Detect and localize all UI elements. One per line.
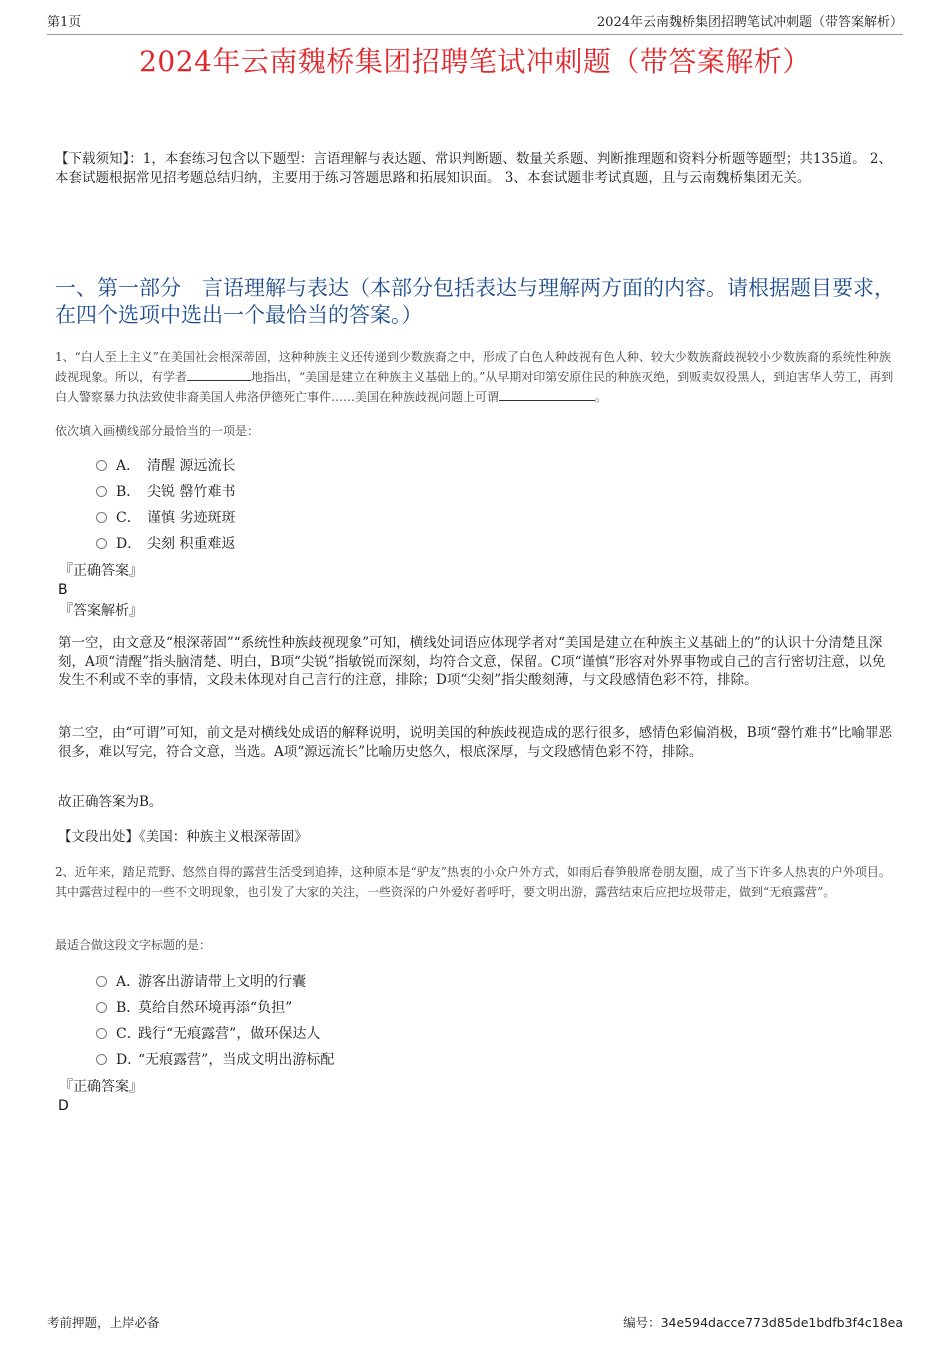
question-2-option-c[interactable]: [96, 1021, 334, 1047]
option-text: 尖锐 罄竹难书: [147, 484, 236, 500]
analysis-paragraph-1: 第一空，由文意及“根深蒂固”“系统性种族歧视现象”可知，横线处词语应体现学者对“美国是建立在种族主义基础上的”的认识十分清楚且深刻，A项“清醒”指头脑清楚、明白，B项“尖锐”指敏锐而深刻，均符合文意，保留。C项“谨慎”形容对外界事物或自己的言行密切注意，以免发生不利或不幸的事情，文段未体现对自己言行的注意，排除；D项“尖刻”指尖酸刻薄，与文段感情色彩不符，排除。: [58, 635, 886, 688]
radio-button-icon[interactable]: [96, 1054, 107, 1065]
question-1-option-a[interactable]: [96, 453, 235, 479]
page-footer: [47, 1313, 903, 1333]
option-text: “无痕露营”，当成文明出游标配: [138, 1052, 335, 1068]
section-heading: 一、第一部分 言语理解与表达（本部分包括表达与理解两方面的内容。请根据题目要求，在四个选项中选出一个最恰当的答案。）: [55, 276, 895, 327]
question-2-answer-label: 『正确答案』: [59, 1079, 143, 1095]
radio-button-icon[interactable]: [96, 486, 107, 497]
fill-blank-2: [499, 388, 595, 401]
download-notice: 【下载须知】：1，本套练习包含以下题型：言语理解与表达题、常识判断题、数量关系题、判断推理题和资料分析题等题型；共135道。 2、本套试题根据常见招考题总结归纳，主要用于练习答题思路和拓展知识面。 3、本套试题非考试真题，且与云南魏桥集团无关。: [55, 151, 892, 186]
question-1-answer: B: [58, 582, 68, 598]
option-letter: A．: [116, 458, 141, 474]
page-header: [47, 12, 903, 35]
question-2-options: [96, 969, 334, 1073]
option-text: 清醒 源远流长: [147, 458, 236, 474]
analysis-source: 【文段出处】《美国：种族主义根深蒂固》: [58, 829, 308, 845]
document-title: 2024年云南魏桥集团招聘笔试冲刺题（带答案解析）: [139, 45, 811, 78]
question-1-text-part-c: 。: [595, 390, 608, 404]
radio-button-icon[interactable]: [96, 512, 107, 523]
question-1-option-c[interactable]: [96, 505, 235, 531]
option-letter: C．: [116, 510, 141, 526]
radio-button-icon[interactable]: [96, 538, 107, 549]
question-2-option-d[interactable]: [96, 1047, 334, 1073]
option-text: 游客出游请带上文明的行囊: [138, 974, 306, 990]
question-1-text-part-b: 地指出，“美国是建立在种族主义基础上的。”从早期对印第安原住民的种族灭绝，到贩卖奴役黑人，到迫害华人劳工，再到白人警察暴力执法致使非裔美国人弗洛伊德死亡事件……美国在种族歧视问题上可谓: [55, 370, 894, 404]
question-2-option-b[interactable]: [96, 995, 334, 1021]
option-letter: D．: [116, 536, 142, 552]
radio-button-icon[interactable]: [96, 976, 107, 987]
question-1-answer-label: 『正确答案』: [59, 563, 143, 579]
footer-code-label: 编号：: [623, 1315, 661, 1330]
analysis-conclusion: 故正确答案为B。: [58, 794, 163, 810]
question-1-options: [96, 453, 235, 557]
option-letter: D．: [116, 1052, 142, 1068]
question-1-prompt: 依次填入画横线部分最恰当的一项是：: [55, 424, 260, 438]
question-2-answer: D: [58, 1098, 69, 1114]
radio-button-icon[interactable]: [96, 460, 107, 471]
question-2-option-a[interactable]: [96, 969, 334, 995]
option-letter: B．: [116, 1000, 141, 1016]
option-letter: B．: [116, 484, 141, 500]
analysis-paragraph-2: 第二空，由“可谓”可知，前文是对横线处成语的解释说明，说明美国的种族歧视造成的恶行很多，感情色彩偏消极，B项“罄竹难书”比喻罪恶很多，难以写完，符合文意，当选。A项“源远流长”比喻历史悠久，根底深厚，与文段感情色彩不符，排除。: [58, 725, 893, 760]
option-letter: C．: [116, 1026, 141, 1042]
option-letter: A．: [116, 974, 141, 990]
footer-code: [623, 1313, 903, 1333]
footer-slogan: 考前押题，上岸必备: [47, 1315, 160, 1330]
header-doc-title: 2024年云南魏桥集团招聘笔试冲刺题（带答案解析）: [596, 15, 903, 30]
question-2-prompt: 最适合做这段文字标题的是：: [55, 938, 212, 952]
footer-code-value: 34e594dacce773d85de1bdfb3f4c18ea: [660, 1315, 903, 1330]
question-1-text-part-a: 1、“白人至上主义”在美国社会根深蒂固，这种种族主义还传递到少数族裔之中，形成了白色人种歧视有色人种、较大少数族裔歧视较小少数族裔的系统性种族歧视现象。所以，有学者: [55, 350, 891, 384]
fill-blank-1: [187, 368, 251, 381]
question-1-option-d[interactable]: [96, 531, 235, 557]
radio-button-icon[interactable]: [96, 1002, 107, 1013]
option-text: 莫给自然环境再添“负担”: [138, 1000, 293, 1016]
question-2-text: 2、近年来，踏足荒野、悠然自得的露营生活受到追捧，这种原本是“驴友”热衷的小众户外方式，如雨后春笋般席卷朋友圈，成了当下许多人热衷的户外项目。其中露营过程中的一些不文明现象，也引发了大家的关注，一些资深的户外爱好者呼吁，要文明出游，露营结束后应把垃圾带走，做到“无痕露营”。: [55, 865, 891, 899]
option-text: 践行“无痕露营”，做环保达人: [138, 1026, 321, 1042]
page-number: 第1页: [47, 15, 82, 30]
question-1-option-b[interactable]: [96, 479, 235, 505]
radio-button-icon[interactable]: [96, 1028, 107, 1039]
option-text: 谨慎 劣迹斑斑: [147, 510, 236, 526]
question-1-text: [55, 347, 898, 407]
option-text: 尖刻 积重难返: [147, 536, 236, 552]
question-1-analysis-label: 『答案解析』: [59, 603, 143, 619]
